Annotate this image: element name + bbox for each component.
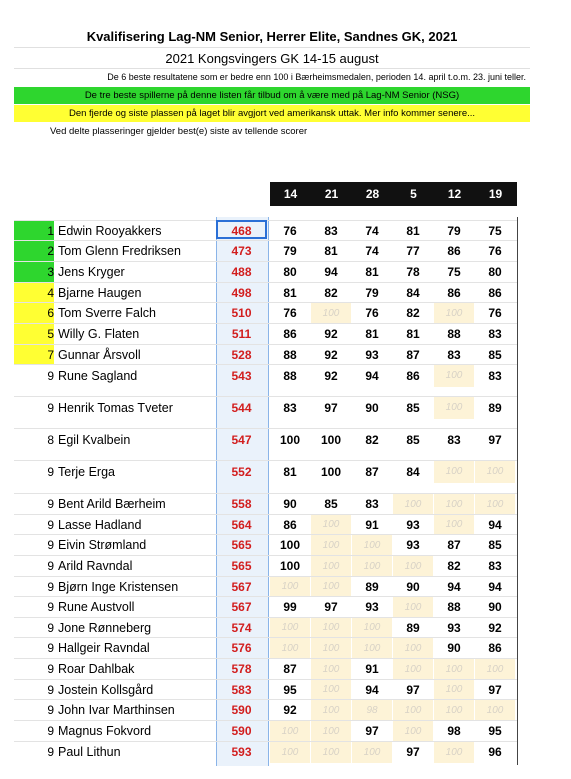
round-score: 100	[279, 559, 301, 573]
round-score: 92	[324, 369, 338, 383]
rank-cell: 9	[47, 745, 54, 759]
total-score: 488	[231, 265, 252, 279]
round-score: 75	[488, 224, 502, 238]
round-score: 100	[311, 638, 351, 659]
round-score: 83	[283, 401, 297, 415]
round-score: 94	[488, 580, 502, 594]
round-score: 100	[393, 700, 433, 721]
round-score: 100	[475, 461, 515, 483]
round-score: 94	[324, 265, 338, 279]
round-score: 100	[311, 742, 351, 763]
round-score: 100	[475, 659, 515, 680]
player-name: Lasse Hadland	[58, 518, 142, 532]
round-score: 100	[311, 700, 351, 721]
round-score: 97	[324, 600, 338, 614]
player-name: Henrik Tomas Tveter	[58, 401, 173, 415]
rank-cell: 9	[47, 559, 54, 573]
total-score: 565	[231, 538, 252, 552]
total-score: 547	[231, 433, 252, 447]
table-row	[14, 679, 517, 700]
round-score: 100	[434, 461, 474, 483]
table-row	[14, 534, 517, 556]
sheet-title: Kvalifisering Lag-NM Senior, Herrer Elite, Sandnes GK, 2021	[14, 26, 530, 48]
table-row	[14, 282, 517, 303]
round-score: 93	[447, 621, 461, 635]
round-score: 97	[324, 401, 338, 415]
rank-cell: 2	[14, 241, 54, 262]
round-score: 82	[447, 559, 461, 573]
round-score: 93	[365, 348, 379, 362]
round-score: 100	[434, 303, 474, 324]
round-score: 83	[447, 433, 461, 447]
round-score: 100	[434, 494, 474, 515]
player-name: Rune Austvoll	[58, 600, 135, 614]
round-score: 100	[270, 638, 310, 659]
round-score: 97	[488, 683, 502, 697]
round-score: 97	[488, 433, 502, 447]
rank-cell: 7	[14, 345, 54, 365]
sheet-subtitle: 2021 Kongsvingers GK 14-15 august	[14, 48, 530, 69]
round-score: 85	[488, 348, 502, 362]
player-name: Tom Glenn Fredriksen	[58, 244, 181, 258]
player-name: Tom Sverre Falch	[58, 306, 156, 320]
total-score: 558	[231, 497, 252, 511]
round-score: 100	[475, 494, 515, 515]
round-col-3: 5	[410, 187, 417, 201]
round-score: 79	[447, 224, 461, 238]
round-score: 94	[447, 580, 461, 594]
round-score: 93	[365, 600, 379, 614]
round-score: 79	[283, 244, 297, 258]
total-score: 590	[231, 703, 252, 717]
round-score: 100	[393, 659, 433, 680]
round-score: 77	[406, 244, 420, 258]
player-name: Rune Sagland	[58, 369, 138, 383]
round-score: 81	[406, 327, 420, 341]
rank-cell: 9	[47, 401, 54, 415]
round-score: 98	[352, 700, 392, 721]
round-score: 100	[311, 721, 351, 742]
round-score: 100	[393, 556, 433, 577]
round-score: 83	[324, 224, 338, 238]
selected-cell[interactable]	[216, 220, 267, 239]
round-score: 100	[434, 397, 474, 419]
round-score: 100	[270, 742, 310, 763]
total-score: 567	[231, 580, 252, 594]
round-score: 91	[365, 662, 379, 676]
player-name: Terje Erga	[58, 465, 115, 479]
round-score: 100	[352, 638, 392, 659]
player-name: Magnus Fokvord	[58, 724, 152, 738]
round-col-4: 12	[447, 187, 462, 201]
round-score: 94	[365, 369, 379, 383]
player-name: Bjarne Haugen	[58, 286, 142, 300]
round-score: 100	[311, 659, 351, 680]
round-score: 83	[447, 348, 461, 362]
round-score: 89	[406, 621, 420, 635]
round-score: 100	[311, 618, 351, 638]
rank-cell: 1	[14, 221, 54, 241]
round-score: 100	[270, 577, 310, 597]
round-score: 100	[311, 303, 351, 324]
round-col-1: 21	[324, 187, 339, 201]
round-score: 88	[447, 327, 461, 341]
round-score: 100	[393, 597, 433, 618]
rank-cell: 9	[47, 703, 54, 717]
rank-cell: 9	[47, 369, 54, 383]
round-score: 90	[406, 580, 420, 594]
total-score: 468	[231, 224, 252, 238]
round-col-5: 19	[488, 187, 503, 201]
total-score: 510	[231, 306, 252, 320]
round-score: 76	[488, 244, 502, 258]
round-score: 100	[320, 433, 342, 447]
round-score: 76	[283, 306, 297, 320]
player-name: Bjørn Inge Kristensen	[58, 580, 179, 594]
round-score: 85	[488, 538, 502, 552]
rank-cell: 9	[47, 538, 54, 552]
round-score: 100	[279, 433, 301, 447]
round-score: 97	[406, 683, 420, 697]
round-score: 100	[320, 465, 342, 479]
rank-cell: 8	[47, 433, 54, 447]
round-score: 82	[365, 433, 379, 447]
total-score: 574	[231, 621, 252, 635]
round-col-0: 14	[283, 187, 298, 201]
player-name: Arild Ravndal	[58, 559, 133, 573]
round-score: 85	[324, 497, 338, 511]
round-score: 85	[406, 401, 420, 415]
round-score: 85	[406, 433, 420, 447]
round-score: 100	[434, 742, 474, 763]
round-score: 87	[447, 538, 461, 552]
player-name: Eivin Strømland	[58, 538, 147, 552]
table-row	[14, 514, 517, 535]
round-score: 89	[365, 580, 379, 594]
round-score: 100	[434, 365, 474, 387]
round-score: 80	[488, 265, 502, 279]
player-name: Jostein Kollsgård	[58, 683, 154, 697]
table-row	[14, 428, 517, 451]
total-score: 543	[231, 369, 252, 383]
round-score: 90	[283, 497, 297, 511]
round-score: 100	[352, 556, 392, 577]
table-row	[14, 344, 517, 365]
rank-cell: 9	[47, 724, 54, 738]
round-score: 88	[283, 369, 297, 383]
rank-cell: 9	[47, 641, 54, 655]
round-score: 100	[393, 721, 433, 742]
round-score: 86	[488, 286, 502, 300]
round-col-2: 28	[365, 187, 380, 201]
round-score: 92	[324, 327, 338, 341]
round-score: 97	[365, 724, 379, 738]
round-score: 79	[365, 286, 379, 300]
round-score: 82	[406, 306, 420, 320]
round-score: 100	[434, 659, 474, 680]
table-row	[14, 596, 517, 618]
round-score: 87	[365, 465, 379, 479]
round-score: 78	[406, 265, 420, 279]
rank-cell: 9	[47, 518, 54, 532]
round-score: 81	[365, 327, 379, 341]
round-score: 81	[365, 265, 379, 279]
round-score: 87	[406, 348, 420, 362]
round-score: 83	[488, 559, 502, 573]
table-right-border	[517, 217, 518, 765]
table-row	[14, 555, 517, 577]
player-name: Bent Arild Bærheim	[58, 497, 166, 511]
player-name: Gunnar Årsvoll	[58, 348, 141, 362]
total-score: 473	[231, 244, 252, 258]
player-name: Willy G. Flaten	[58, 327, 140, 341]
table-row	[14, 323, 517, 345]
table-row	[14, 302, 517, 324]
round-score: 89	[488, 401, 502, 415]
round-score: 83	[488, 369, 502, 383]
total-score: 567	[231, 600, 252, 614]
table-row	[14, 720, 517, 742]
rank-cell: 9	[47, 621, 54, 635]
round-score: 74	[365, 224, 379, 238]
total-score: 565	[231, 559, 252, 573]
table-row	[14, 658, 517, 680]
round-score: 100	[434, 515, 474, 535]
table-row	[14, 493, 517, 515]
round-header	[270, 182, 517, 206]
rank-cell: 4	[14, 283, 54, 303]
total-score: 511	[231, 327, 252, 341]
round-score: 84	[406, 286, 420, 300]
round-score: 98	[447, 724, 461, 738]
player-name: John Ivar Marthinsen	[58, 703, 175, 717]
round-score: 86	[283, 518, 297, 532]
rank-cell: 9	[47, 465, 54, 479]
green-note: De tre beste spillerne på denne listen får tilbud om å være med på Lag-NM Senior (NSG)	[14, 87, 530, 104]
total-score: 583	[231, 683, 252, 697]
round-score: 100	[434, 700, 474, 721]
round-score: 88	[283, 348, 297, 362]
round-score: 76	[488, 306, 502, 320]
rank-cell: 6	[14, 303, 54, 324]
round-score: 100	[393, 638, 433, 659]
round-score: 93	[406, 518, 420, 532]
player-name: Roar Dahlbak	[58, 662, 135, 676]
round-score: 100	[475, 700, 515, 721]
total-score: 578	[231, 662, 252, 676]
round-score: 81	[406, 224, 420, 238]
round-score: 100	[311, 556, 351, 577]
round-score: 83	[365, 497, 379, 511]
total-score: 564	[231, 518, 252, 532]
round-score: 90	[488, 600, 502, 614]
round-score: 86	[447, 244, 461, 258]
round-score: 92	[488, 621, 502, 635]
player-name: Jone Rønneberg	[58, 621, 152, 635]
round-score: 75	[447, 265, 461, 279]
total-score: 593	[231, 745, 252, 759]
round-score: 86	[406, 369, 420, 383]
round-score: 87	[283, 662, 297, 676]
total-score: 544	[231, 401, 252, 415]
round-score: 100	[270, 721, 310, 742]
round-score: 100	[393, 494, 433, 515]
round-score: 100	[311, 577, 351, 597]
round-score: 90	[365, 401, 379, 415]
table-row	[14, 396, 517, 419]
round-score: 83	[488, 327, 502, 341]
round-score: 92	[324, 348, 338, 362]
player-name: Edwin Rooyakkers	[58, 224, 162, 238]
player-name: Jens Kryger	[58, 265, 125, 279]
rank-cell: 3	[14, 262, 54, 283]
round-score: 81	[324, 244, 338, 258]
round-score: 99	[283, 600, 297, 614]
round-score: 100	[279, 538, 301, 552]
table-row	[14, 460, 517, 483]
round-score: 80	[283, 265, 297, 279]
rule-note: De 6 beste resultatene som er bedre enn 100 i Bærheimsmedalen, perioden 14. april t.o.m. 23. juni teller.	[107, 72, 526, 82]
yellow-note: Den fjerde og siste plassen på laget blir avgjort ved amerikansk uttak. Mer info kommer senere...	[14, 105, 530, 122]
round-score: 100	[270, 618, 310, 638]
round-score: 94	[365, 683, 379, 697]
round-score: 94	[488, 518, 502, 532]
total-score: 498	[231, 286, 252, 300]
player-name: Paul Lithun	[58, 745, 121, 759]
round-score: 84	[406, 465, 420, 479]
rank-cell: 9	[47, 600, 54, 614]
table-row	[14, 364, 517, 387]
round-score: 100	[434, 680, 474, 700]
round-score: 76	[365, 306, 379, 320]
round-score: 95	[283, 683, 297, 697]
round-score: 92	[283, 703, 297, 717]
rank-cell: 9	[47, 580, 54, 594]
round-score: 90	[447, 641, 461, 655]
table-row	[14, 741, 517, 763]
table-row	[14, 617, 517, 638]
round-score: 86	[283, 327, 297, 341]
total-score: 552	[231, 465, 252, 479]
total-score: 528	[231, 348, 252, 362]
round-score: 100	[352, 535, 392, 556]
rank-cell: 9	[47, 662, 54, 676]
round-score: 100	[311, 535, 351, 556]
round-score: 76	[283, 224, 297, 238]
table-row	[14, 576, 517, 597]
rank-cell: 9	[47, 683, 54, 697]
player-name: Egil Kvalbein	[58, 433, 131, 447]
total-score: 576	[231, 641, 252, 655]
tie-note: Ved delte plasseringer gjelder best(e) siste av tellende scorer	[50, 126, 308, 137]
round-score: 100	[352, 618, 392, 638]
table-row	[14, 240, 517, 262]
round-score: 95	[488, 724, 502, 738]
round-score: 100	[311, 515, 351, 535]
table-row	[14, 261, 517, 283]
round-score: 100	[352, 742, 392, 763]
round-score: 91	[365, 518, 379, 532]
rank-cell: 9	[47, 497, 54, 511]
round-score: 81	[283, 286, 297, 300]
round-score: 88	[447, 600, 461, 614]
round-score: 96	[488, 745, 502, 759]
round-score: 82	[324, 286, 338, 300]
round-score: 86	[447, 286, 461, 300]
table-row	[14, 637, 517, 659]
round-score: 100	[311, 680, 351, 700]
round-score: 74	[365, 244, 379, 258]
round-score: 81	[283, 465, 297, 479]
round-score: 93	[406, 538, 420, 552]
round-score: 86	[488, 641, 502, 655]
total-score: 590	[231, 724, 252, 738]
player-name: Hallgeir Ravndal	[58, 641, 150, 655]
round-score: 97	[406, 745, 420, 759]
table-row	[14, 699, 517, 721]
rank-cell: 5	[14, 324, 54, 345]
